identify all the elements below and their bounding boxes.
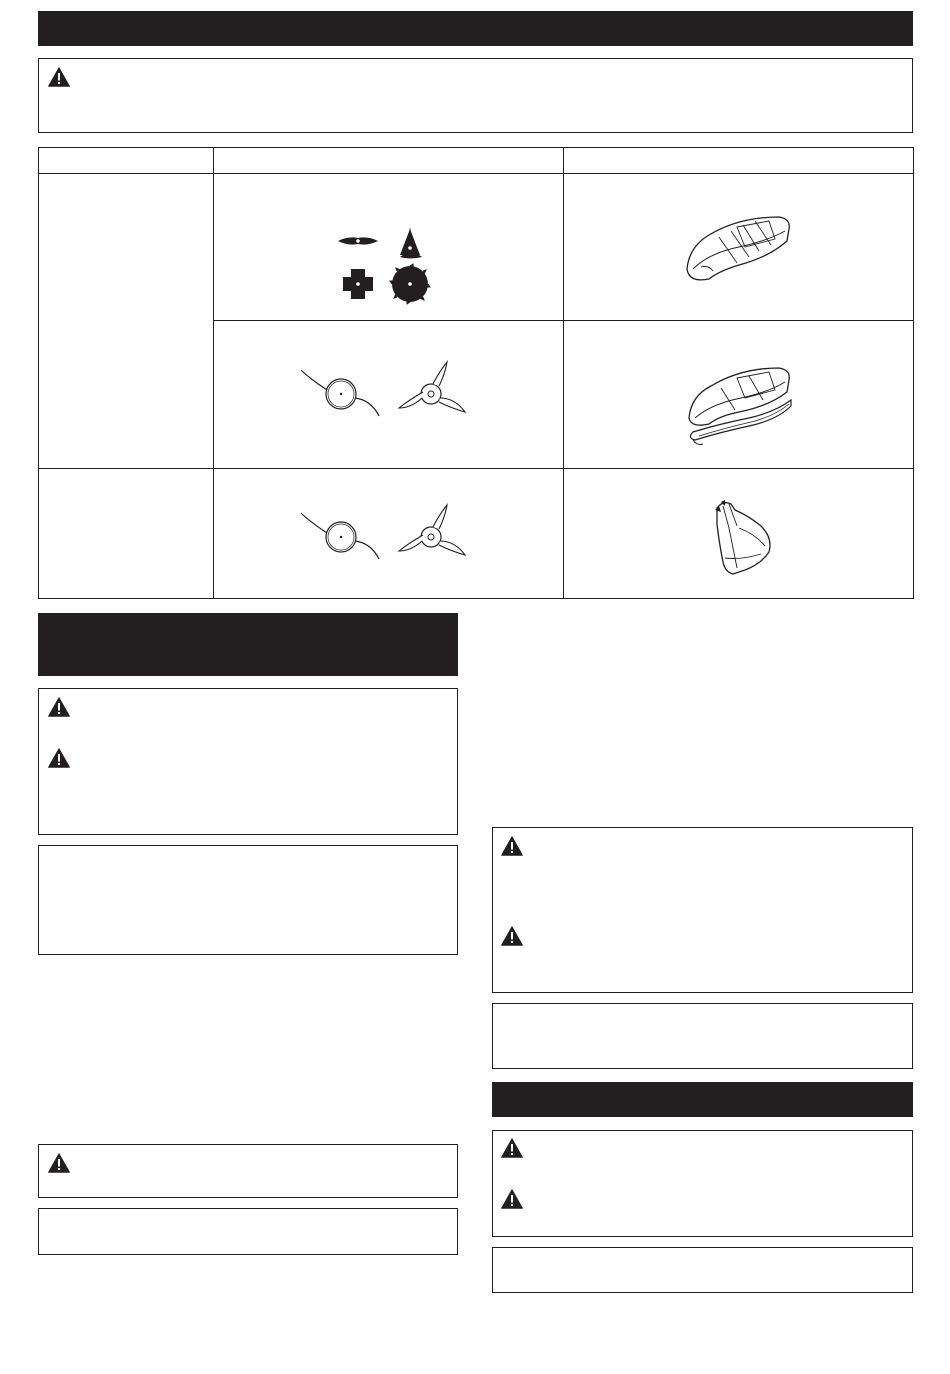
table-row-label <box>39 469 214 599</box>
left-warning-box <box>38 688 458 835</box>
table-cell-tools <box>214 469 564 599</box>
nylon-head-and-plastic-blade-icon <box>299 503 479 573</box>
left-notice-box <box>38 845 458 955</box>
warning-triangle-icon <box>501 1138 523 1158</box>
table-header-row <box>39 148 914 174</box>
table-header-cell <box>39 148 214 174</box>
blade-guard-icon <box>679 207 799 287</box>
table-cell-tools <box>214 174 564 321</box>
warning-triangle-icon <box>501 836 523 856</box>
table-cell-guard <box>564 321 914 469</box>
left-notice-box-2 <box>38 1208 458 1255</box>
left-warning-box-2 <box>38 1144 458 1198</box>
table-row <box>39 469 914 599</box>
nylon-head-and-plastic-blade-icon <box>299 360 479 430</box>
warning-triangle-icon <box>48 67 70 87</box>
guard-with-extension-icon <box>679 360 799 450</box>
right-notice-box <box>492 1003 913 1069</box>
table-cell-guard <box>564 469 914 599</box>
cutting-tool-guard-table <box>38 147 914 599</box>
right-warning-box <box>492 827 913 993</box>
warning-triangle-icon <box>501 926 523 946</box>
table-row <box>39 174 914 321</box>
blade-set-icon <box>334 227 444 307</box>
right-notice-box-2 <box>492 1247 913 1293</box>
top-section-banner <box>38 11 913 46</box>
warning-triangle-icon <box>48 748 70 768</box>
warning-triangle-icon <box>501 1189 523 1209</box>
warning-triangle-icon <box>48 1153 70 1173</box>
small-guard-icon <box>699 498 779 578</box>
right-warning-box-2 <box>492 1130 913 1237</box>
table-header-cell <box>214 148 564 174</box>
top-warning-box <box>38 58 913 133</box>
right-section-heading-bar <box>492 1082 913 1117</box>
table-cell-tools <box>214 321 564 469</box>
left-section-heading-bar <box>38 613 458 676</box>
table-header-cell <box>564 148 914 174</box>
table-row-label <box>39 174 214 469</box>
warning-triangle-icon <box>48 697 70 717</box>
table-cell-guard <box>564 174 914 321</box>
